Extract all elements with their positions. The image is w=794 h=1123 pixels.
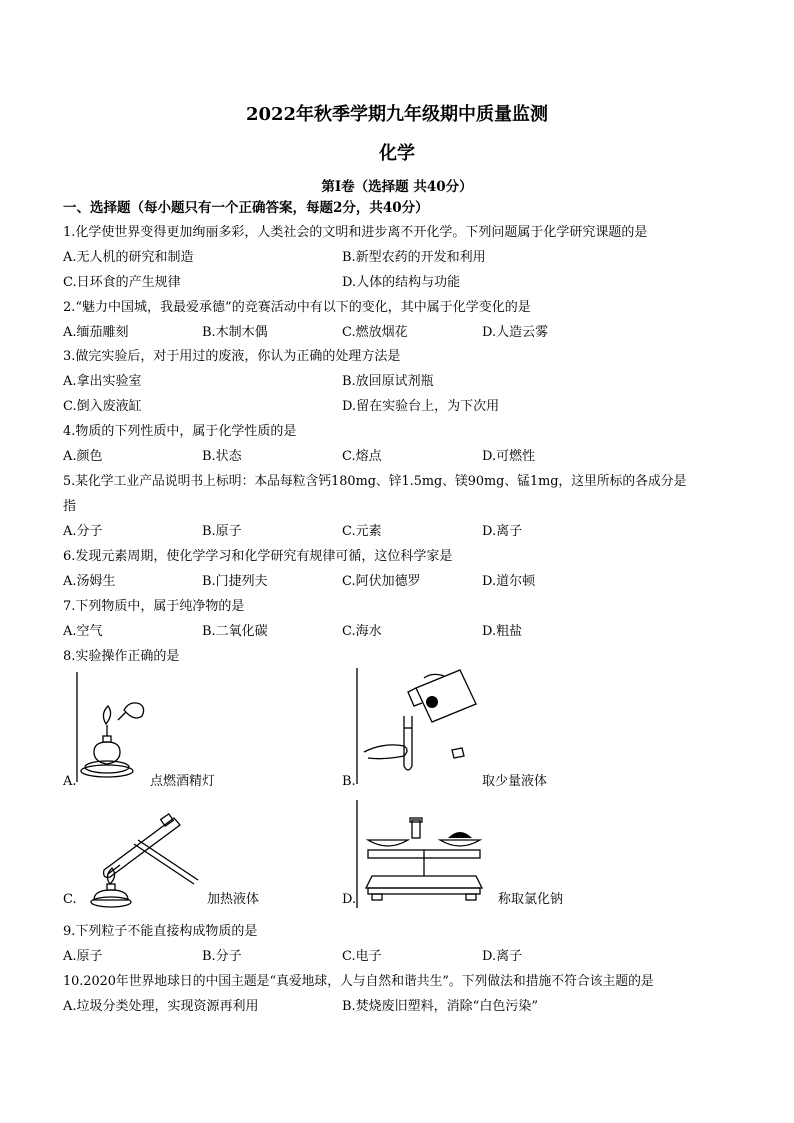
option-b: B.二氧化碳	[202, 624, 268, 639]
option-a: A.分子	[63, 524, 103, 539]
option-d: D.粗盐	[482, 624, 523, 639]
question-stem: 6.发现元素周期，使化学学习和化学研究有规律可循，这位科学家是	[63, 549, 453, 564]
question-stem: 1.化学使世界变得更加绚丽多彩，人类社会的文明和进步离不开化学。下列问题属于化学研究课题的是	[63, 225, 648, 240]
option-d: D.人造云雾	[482, 325, 549, 340]
option-a-caption: 点燃酒精灯	[150, 774, 216, 789]
option-d: D.留在实验台上，为下次用	[342, 399, 500, 414]
option-d: D.可燃性	[482, 449, 536, 464]
option-c: C.电子	[342, 949, 382, 964]
alcohol-lamp-lighting-figure	[74, 672, 154, 784]
option-b-caption: 取少量液体	[482, 774, 548, 789]
question-stem: 7.下列物质中，属于纯净物的是	[63, 599, 245, 614]
option-b: B.放回原试剂瓶	[342, 374, 434, 389]
option-d: D.离子	[482, 949, 523, 964]
option-a: A.无人机的研究和制造	[63, 250, 194, 265]
option-b: B.木制木偶	[202, 325, 268, 340]
option-a: A.拿出实验室	[63, 374, 142, 389]
option-d: D.离子	[482, 524, 523, 539]
balance-weighing-figure	[354, 800, 494, 910]
question-stem: 5.某化学工业产品说明书上标明：本品每粒含钙180mg、锌1.5mg、镁90mg、锰1mg，这里所标的各成分是	[63, 474, 687, 489]
option-d-caption: 称取氯化钠	[498, 892, 564, 907]
option-b-letter: B.	[342, 774, 356, 789]
option-d: D.道尔顿	[482, 574, 536, 589]
option-c: C.倒入废液缸	[63, 399, 142, 414]
option-b: B.门捷列夫	[202, 574, 268, 589]
option-b: B.分子	[202, 949, 242, 964]
question-stem: 3.做完实验后，对于用过的废液，你认为正确的处理方法是	[63, 349, 401, 364]
option-d: D.人体的结构与功能	[342, 275, 461, 290]
subject-title: 化学	[379, 143, 415, 164]
pouring-liquid-figure	[354, 668, 484, 788]
option-c: C.日环食的产生规律	[63, 275, 181, 290]
option-a-letter: A.	[63, 774, 77, 789]
question-stem-continued: 指	[63, 499, 77, 514]
option-a: A.汤姆生	[63, 574, 116, 589]
option-c: C.熔点	[342, 449, 382, 464]
option-a: A.颜色	[63, 449, 103, 464]
option-b: B.原子	[202, 524, 242, 539]
question-stem: 2.“魅力中国城，我最爱承德”的竞赛活动中有以下的变化，其中属于化学变化的是	[63, 300, 531, 315]
exam-title: 2022年秋季学期九年级期中质量监测	[245, 104, 549, 125]
option-b: B.状态	[202, 449, 242, 464]
option-b: B.新型农药的开发和利用	[342, 250, 486, 265]
option-a: A.垃圾分类处理，实现资源再利用	[63, 999, 259, 1014]
option-a: A.缅茄雕刻	[63, 325, 129, 340]
section-heading: 一、选择题（每小题只有一个正确答案，每题2分，共40分）	[63, 200, 429, 216]
question-stem: 10.2020年世界地球日的中国主题是“真爱地球，人与自然和谐共生”。下列做法和措施不符合该主题的是	[63, 974, 654, 989]
option-c: C.元素	[342, 524, 382, 539]
option-a: A.原子	[63, 949, 103, 964]
question-stem: 8.实验操作正确的是	[63, 649, 180, 664]
option-c-caption: 加热液体	[207, 892, 260, 907]
question-stem: 4.物质的下列性质中，属于化学性质的是	[63, 424, 297, 439]
option-d-letter: D.	[342, 892, 357, 907]
question-stem: 9.下列粒子不能直接构成物质的是	[63, 924, 258, 939]
option-c: C.海水	[342, 624, 382, 639]
option-c: C.燃放烟花	[342, 325, 408, 340]
part-title: 第Ⅰ卷（选择题 共40分）	[321, 179, 473, 195]
option-c-letter: C.	[63, 892, 77, 907]
option-c: C.阿伏加德罗	[342, 574, 421, 589]
heating-liquid-figure	[74, 800, 204, 910]
option-b: B.焚烧废旧塑料，消除“白色污染”	[342, 999, 538, 1014]
option-a: A.空气	[63, 624, 103, 639]
